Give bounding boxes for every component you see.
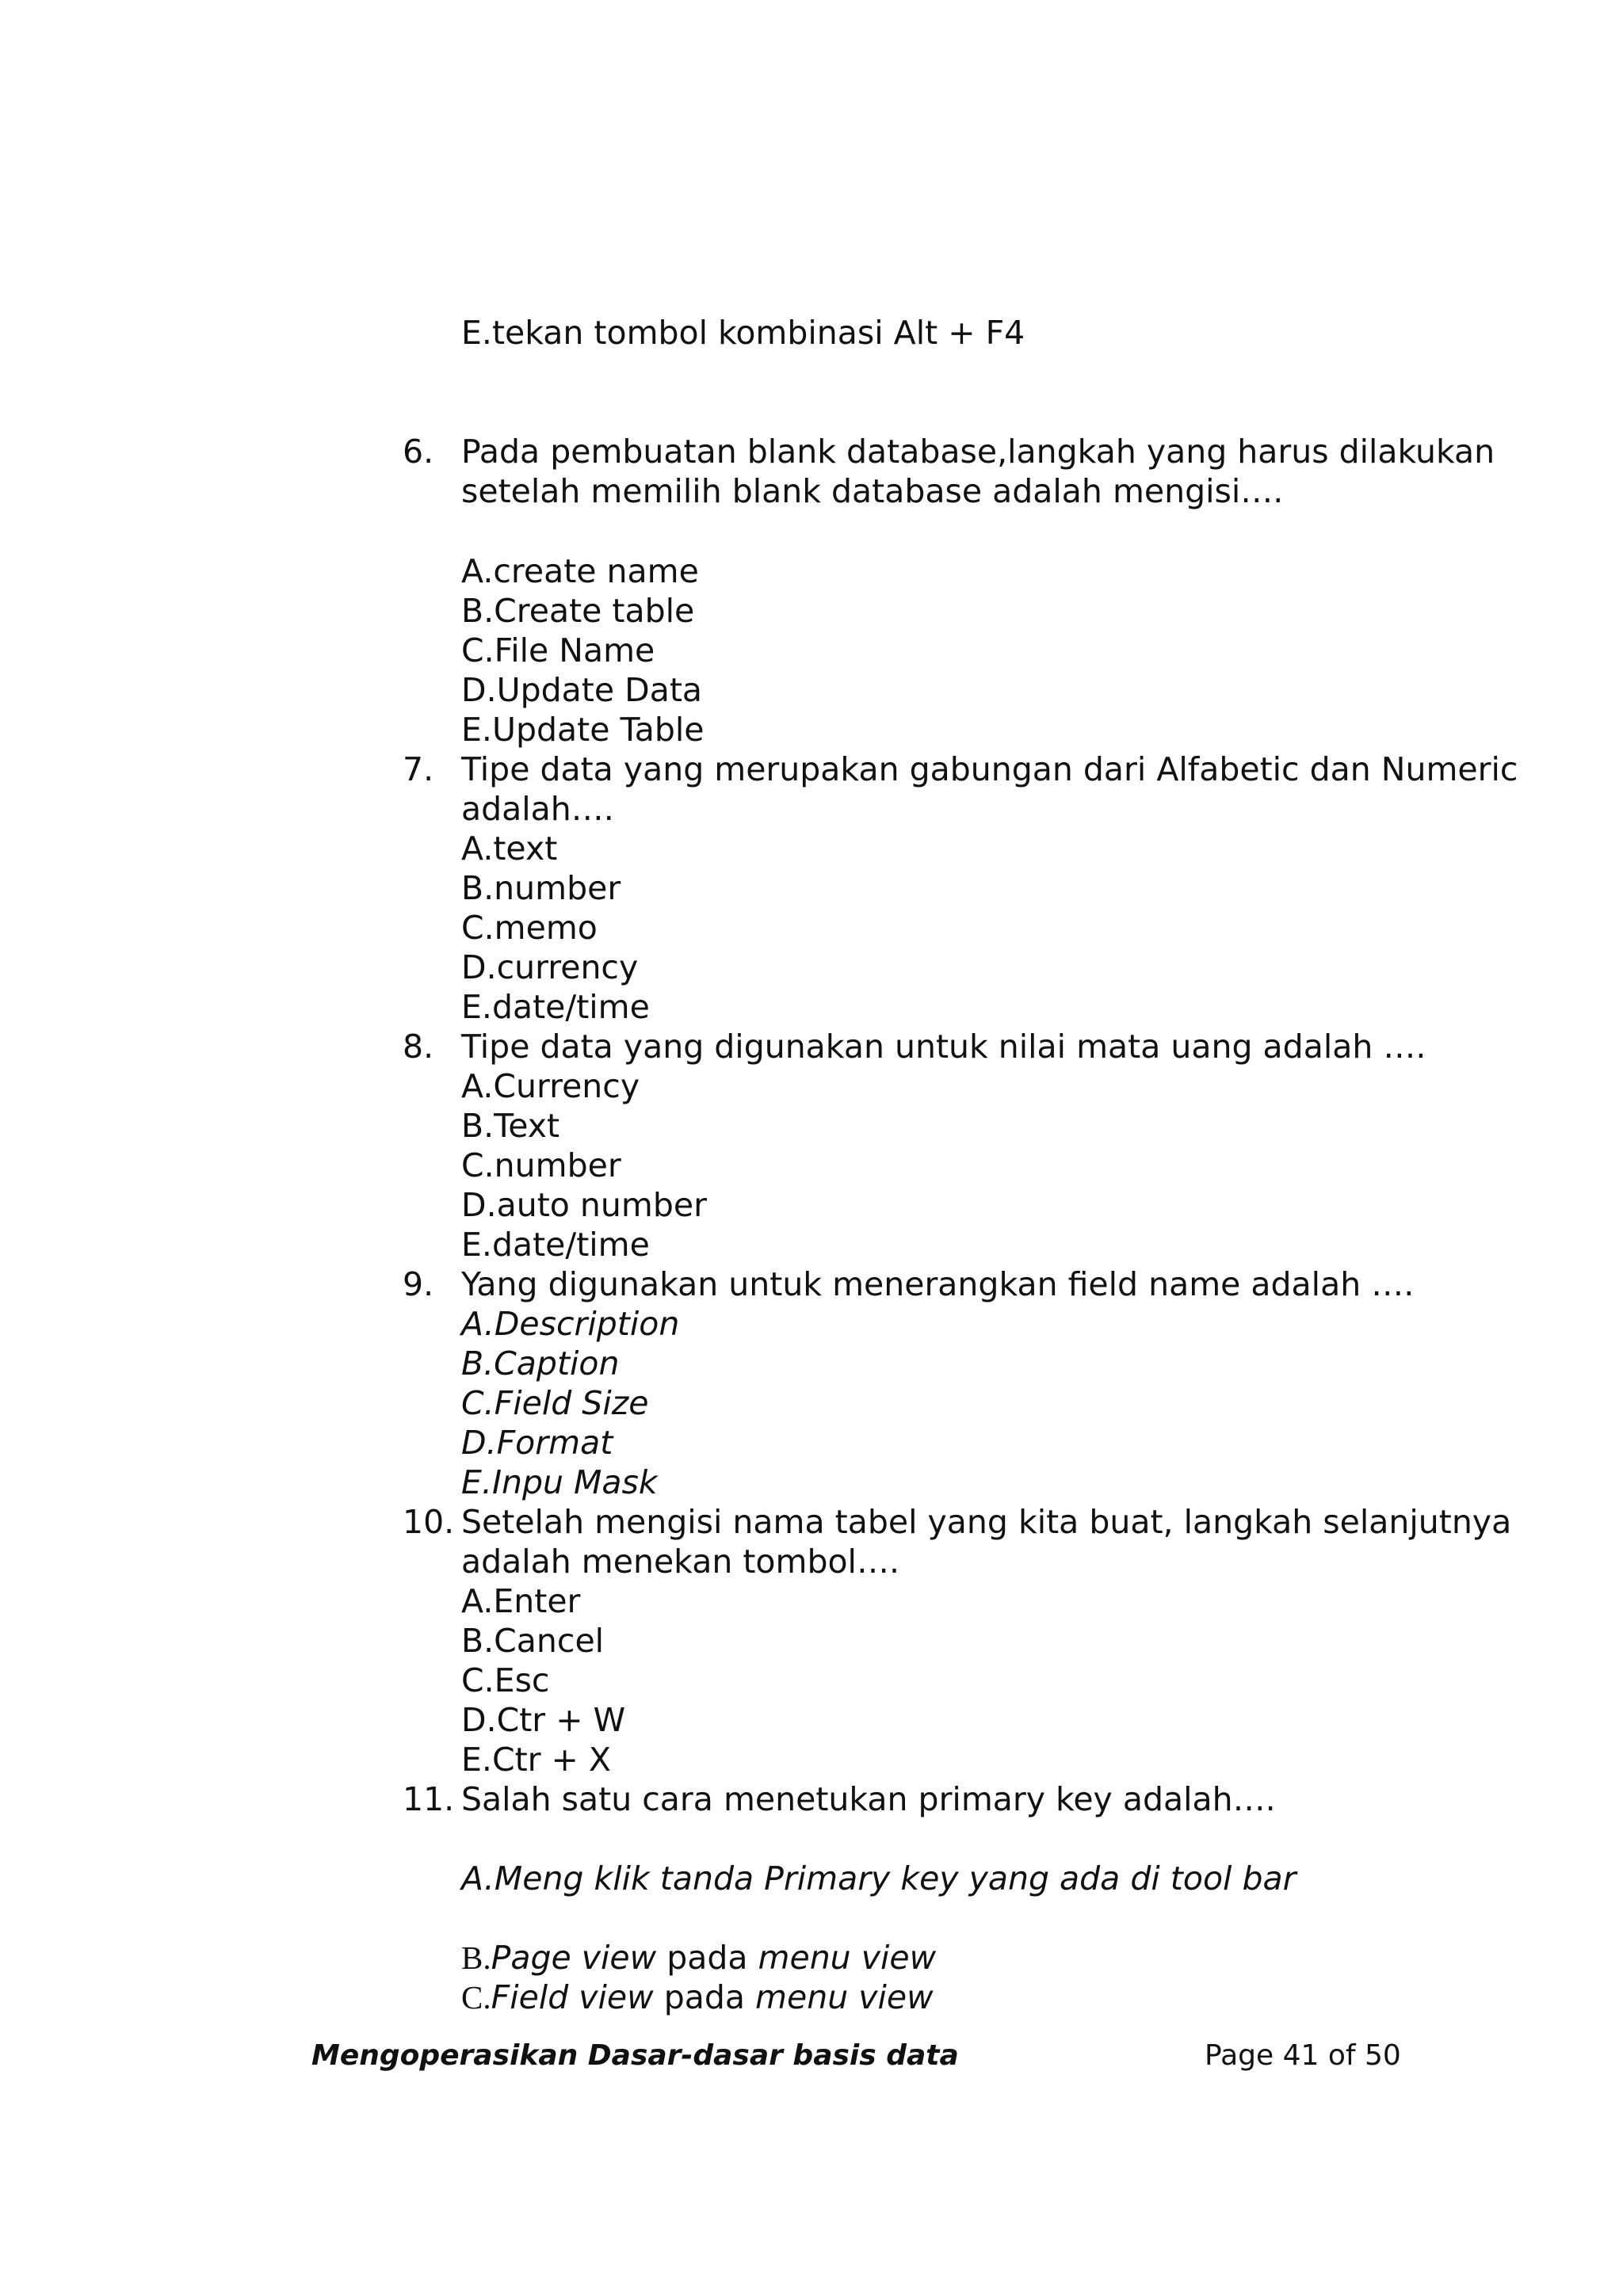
q11-option-b-letter: B. bbox=[461, 1939, 491, 1976]
q8-option-d: D.auto number bbox=[461, 1186, 707, 1224]
q10-option-b: B.Cancel bbox=[461, 1622, 605, 1660]
q9-option-c: C.Field Size bbox=[461, 1384, 649, 1422]
q6-option-c: C.File Name bbox=[461, 631, 655, 669]
q10-number: 10. bbox=[403, 1503, 455, 1541]
q7-text-line1: Tipe data yang merupakan gabungan dari Alfabetic dan Numeric bbox=[461, 750, 1518, 788]
q9-option-b: B.Caption bbox=[461, 1344, 620, 1383]
q5-option-e: E.tekan tombol kombinasi Alt + F4 bbox=[461, 314, 1025, 352]
q8-text-line1: Tipe data yang digunakan untuk nilai mata uang adalah …. bbox=[461, 1028, 1426, 1066]
q10-text-line1: Setelah mengisi nama tabel yang kita buat, langkah selanjutnya bbox=[461, 1503, 1512, 1541]
q7-option-e: E.date/time bbox=[461, 988, 650, 1026]
q11-option-c-part3: menu view bbox=[755, 1978, 934, 2016]
q10-text-line2: adalah menekan tombol…. bbox=[461, 1543, 899, 1581]
q8-option-a: A.Currency bbox=[461, 1067, 640, 1105]
q8-number: 8. bbox=[403, 1028, 434, 1066]
footer-title: Mengoperasikan Dasar-dasar basis data bbox=[311, 2039, 959, 2072]
q7-number: 7. bbox=[403, 750, 434, 788]
q11-option-c-part2: pada bbox=[653, 1978, 756, 2016]
q10-option-c: C.Esc bbox=[461, 1661, 550, 1699]
q9-text-line1: Yang digunakan untuk menerangkan field name adalah …. bbox=[461, 1265, 1415, 1303]
q11-option-b bbox=[461, 1938, 936, 1978]
q6-option-a: A.create name bbox=[461, 552, 699, 590]
q11-option-c-part1: Field view bbox=[491, 1978, 654, 2016]
q6-option-e: E.Update Table bbox=[461, 711, 705, 749]
q8-option-e: E.date/time bbox=[461, 1226, 650, 1264]
q6-option-d: D.Update Data bbox=[461, 671, 703, 709]
q8-option-b: B.Text bbox=[461, 1107, 560, 1145]
q11-option-c-letter: C. bbox=[461, 1979, 491, 2016]
q11-option-b-part2: pada bbox=[656, 1939, 758, 1977]
q6-number: 6. bbox=[403, 433, 434, 471]
footer-page-number: Page 41 of 50 bbox=[1205, 2039, 1401, 2072]
q7-option-b: B.number bbox=[461, 869, 621, 907]
q6-text-line1: Pada pembuatan blank database,langkah yang harus dilakukan bbox=[461, 433, 1495, 471]
q10-option-e: E.Ctr + X bbox=[461, 1741, 612, 1779]
q9-option-a: A.Description bbox=[461, 1305, 680, 1343]
q7-option-c: C.memo bbox=[461, 909, 598, 947]
q8-option-c: C.number bbox=[461, 1146, 621, 1184]
q10-option-d: D.Ctr + W bbox=[461, 1701, 626, 1739]
q11-option-a: A.Meng klik tanda Primary key yang ada di tool bar bbox=[461, 1859, 1296, 1897]
q9-option-e: E.Inpu Mask bbox=[461, 1463, 658, 1501]
q11-option-b-part1: Page view bbox=[491, 1939, 657, 1977]
q6-text-line2: setelah memilih blank database adalah mengisi…. bbox=[461, 472, 1284, 510]
q7-text-line2: adalah…. bbox=[461, 790, 614, 828]
q6-option-b: B.Create table bbox=[461, 592, 695, 630]
q11-option-c bbox=[461, 1978, 934, 2017]
q9-number: 9. bbox=[403, 1265, 434, 1303]
q11-option-b-part3: menu view bbox=[758, 1939, 937, 1977]
q7-option-a: A.text bbox=[461, 830, 558, 868]
q7-option-d: D.currency bbox=[461, 948, 639, 986]
q11-text-line1: Salah satu cara menetukan primary key adalah…. bbox=[461, 1780, 1276, 1818]
q11-number: 11. bbox=[403, 1780, 455, 1818]
q10-option-a: A.Enter bbox=[461, 1582, 581, 1620]
q9-option-d: D.Format bbox=[461, 1424, 613, 1462]
